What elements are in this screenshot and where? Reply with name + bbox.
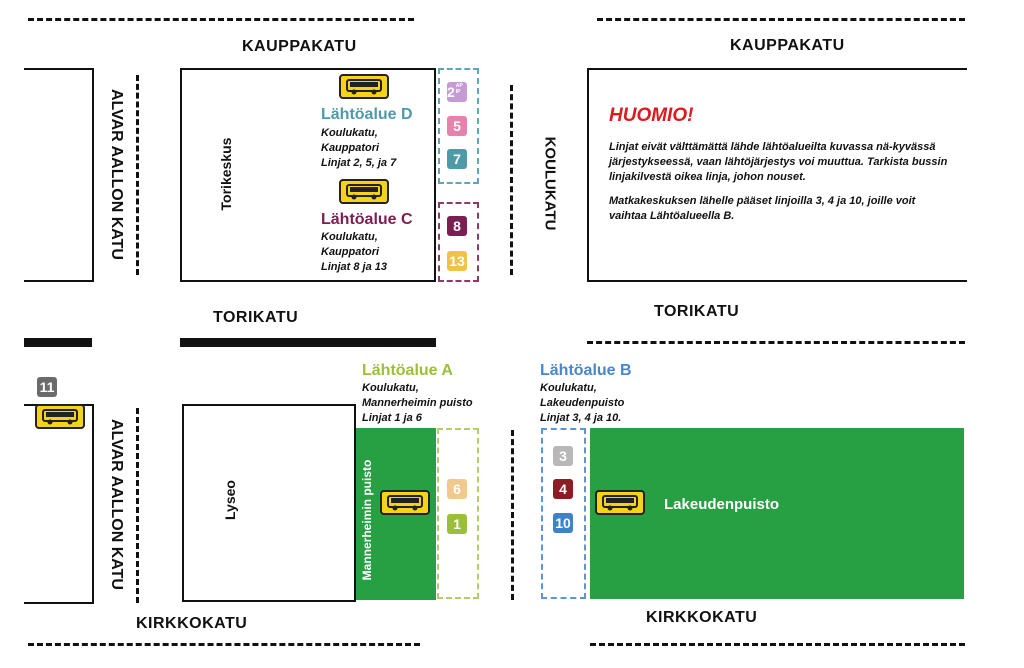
- zone-c-details: Koulukatu, Kauppatori Linjat 8 ja 13: [321, 231, 388, 273]
- bus-icon: [602, 495, 638, 511]
- street-label-kauppakatu-left: KAUPPAKATU: [242, 38, 357, 55]
- line-badge-11[interactable]: 11: [37, 377, 57, 397]
- kauppakatu-top-left-road: [28, 18, 414, 21]
- zone-d-details: Koulukatu, Kauppatori Linjat 2, 5, ja 7: [321, 127, 397, 169]
- kauppakatu-top-right-road: [597, 18, 965, 21]
- notice-title: HUOMIO!: [609, 105, 694, 126]
- line-badge-5[interactable]: 5: [447, 116, 467, 136]
- line-badge-2[interactable]: 2 $^{AP IP}$: [447, 82, 467, 102]
- road-edge-left: [24, 338, 92, 347]
- bus-icon: [387, 495, 423, 511]
- street-label-alvar-aallon-bottom: ALVAR AALLON KATU: [108, 419, 125, 590]
- line-badge-4[interactable]: 4: [553, 479, 573, 499]
- line-badge-10[interactable]: 10: [553, 513, 573, 533]
- left-edge-block-bottom: [24, 404, 94, 604]
- line-badge-6[interactable]: 6: [447, 479, 467, 499]
- bus-icon-zone-b[interactable]: [595, 490, 645, 515]
- bus-icon: [346, 184, 382, 200]
- street-label-torikatu-left: TORIKATU: [213, 309, 299, 326]
- street-label-kirkkokatu-left: KIRKKOKATU: [136, 615, 248, 632]
- line-badge-8[interactable]: 8: [447, 216, 467, 236]
- koulukatu-road-left-bottom: [511, 430, 514, 600]
- lakeudenpuisto-park: [590, 428, 964, 599]
- line-badge-3[interactable]: 3: [553, 446, 573, 466]
- bus-icon-zone-a[interactable]: [380, 490, 430, 515]
- alvar-aallon-road-top: [136, 75, 139, 275]
- koulukatu-road-left-top: [510, 85, 513, 275]
- zone-b-details: Koulukatu, Lakeudenpuisto Linjat 3, 4 ja 10.: [540, 382, 625, 424]
- notice-text: [609, 140, 954, 233]
- line-badge-7[interactable]: 7: [447, 149, 467, 169]
- park-label-lakeudenpuisto: Lakeudenpuisto: [664, 496, 780, 513]
- building-label-lyseo: Lyseo: [222, 480, 238, 520]
- bus-icon: [346, 79, 382, 95]
- notice-paragraph-2: Matkakeskuksen lähelle pääset linjoilla 3, 4 ja 10, joille voit vaihtaa Lähtöalueella B.: [609, 195, 916, 222]
- park-label-mannerheimin-puisto: Mannerheimin puisto: [360, 459, 374, 581]
- kirkkokatu-bottom-left-road: [28, 643, 420, 646]
- street-label-torikatu-right: TORIKATU: [654, 303, 740, 320]
- street-label-kirkkokatu-right: KIRKKOKATU: [646, 609, 758, 626]
- zone-b-title: Lähtöalue B: [540, 362, 632, 379]
- left-edge-block-top: [24, 68, 94, 282]
- bus-icon: [42, 409, 78, 425]
- zone-c-title: Lähtöalue C: [321, 211, 413, 228]
- street-label-alvar-aallon-top: ALVAR AALLON KATU: [108, 89, 125, 260]
- line-badge-13[interactable]: 13: [447, 251, 467, 271]
- building-label-torikeskus: Torikeskus: [218, 137, 234, 211]
- road-edge-torikatu: [180, 338, 436, 347]
- bus-icon-line-11[interactable]: [35, 404, 85, 429]
- street-label-kauppakatu-right: KAUPPAKATU: [730, 37, 845, 54]
- alvar-aallon-road-bottom: [136, 408, 139, 603]
- bus-icon-zone-c[interactable]: [339, 179, 389, 204]
- line-badge-1[interactable]: 1: [447, 514, 467, 534]
- kirkkokatu-bottom-right-road: [590, 643, 965, 646]
- street-label-koulukatu: KOULUKATU: [541, 136, 559, 231]
- zone-a-title: Lähtöalue A: [362, 362, 453, 379]
- lyseo-block: [182, 404, 356, 602]
- torikatu-right-road: [587, 341, 965, 344]
- bus-icon-zone-d[interactable]: [339, 74, 389, 99]
- zone-a-details: Koulukatu, Mannerheimin puisto Linjat 1 ja 6: [362, 382, 473, 424]
- zone-d-title: Lähtöalue D: [321, 106, 413, 123]
- notice-paragraph-1: Linjat eivät välttämättä lähde lähtöalueilta kuvassa nä-kyvässä järjestykseessä, vaan lähtöjärjestys voi muuttua. Tarkista bussin linjakilvestä oikea linja, johon nouset.: [609, 141, 948, 183]
